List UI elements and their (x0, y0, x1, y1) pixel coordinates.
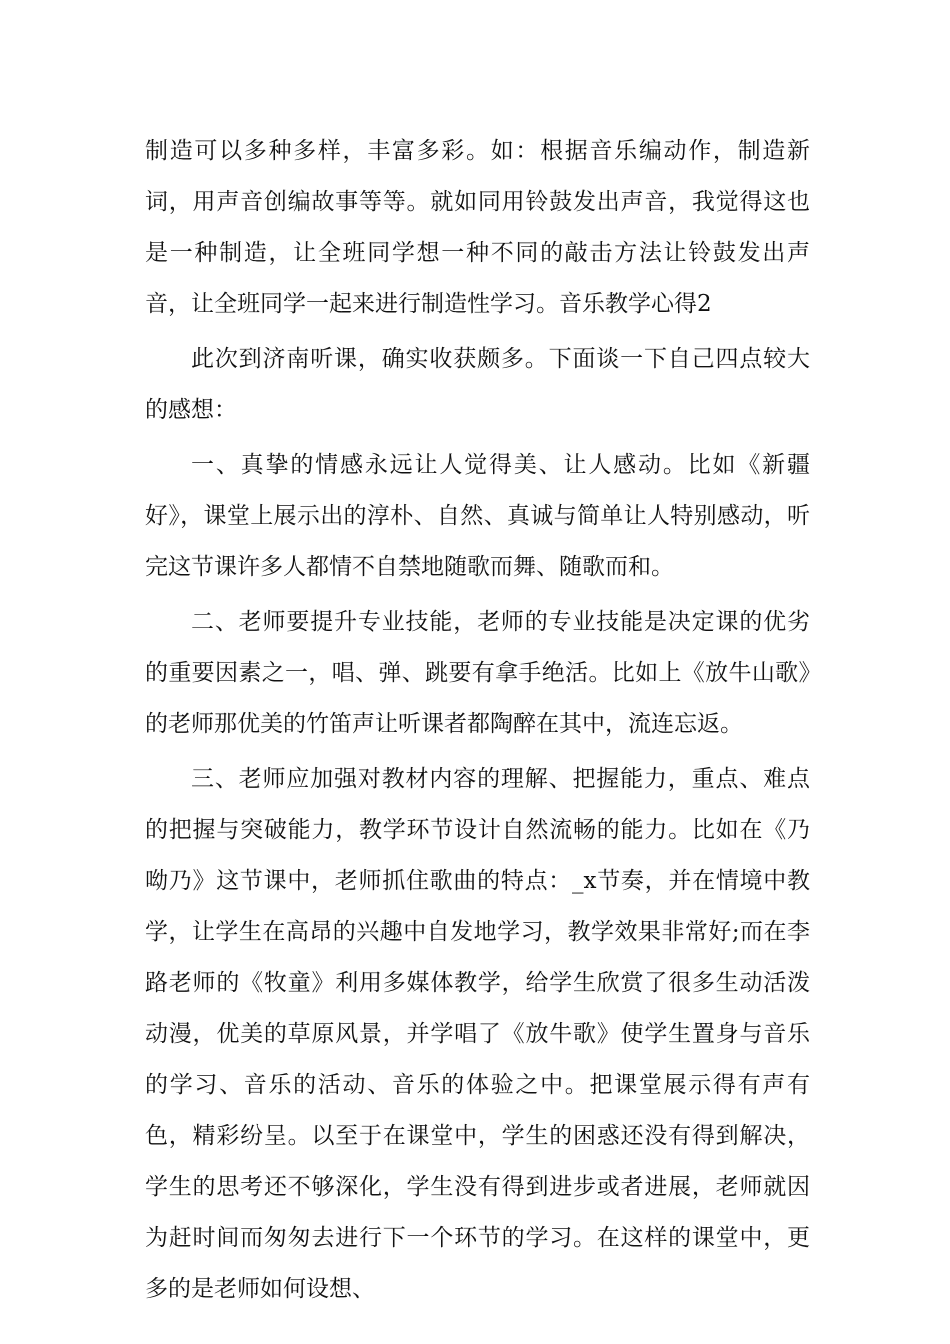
paragraph-point-one: 一、真挚的情感永远让人觉得美、让人感动。比如《新疆好》，课堂上展示出的淳朴、自然、真诚与简单让人特别感动，听完这节课许多人都情不自禁地随歌而舞、随歌而和。 (145, 452, 810, 580)
document-body (145, 126, 810, 1315)
paragraph-intro: 此次到济南听课，确实收获颇多。下面谈一下自己四点较大的感想： (145, 346, 810, 423)
paragraph-point-three: 三、老师应加强对教材内容的理解、把握能力，重点、难点的把握与突破能力，教学环节设计自然流畅的能力。比如在《乃呦乃》这节课中，老师抓住歌曲的特点：_x节奏，并在情境中教学，让学生在高昂的兴趣中自发地学习，教学效果非常好;而在李路老师的《牧童》利用多媒体教学，给学生欣赏了很多生动活泼动漫，优美的草原风景，并学唱了《放牛歌》使学生置身与音乐的学习、音乐的活动、音乐的体验之中。把课堂展示得有声有色，精彩纷呈。以至于在课堂中，学生的困惑还没有得到解决，学生的思考还不够深化，学生没有得到进步或者进展，老师就因为赶时间而匆匆去进行下一个环节的学习。在这样的课堂中，更多的是老师如何设想、 (145, 766, 810, 1302)
paragraph-point-two: 二、老师要提升专业技能，老师的专业技能是决定课的优劣的重要因素之一，唱、弹、跳要有拿手绝活。比如上《放牛山歌》的老师那优美的竹笛声让听课者都陶醉在其中，流连忘返。 (145, 609, 810, 737)
paragraph-continuation: 制造可以多种多样，丰富多彩。如：根据音乐编动作，制造新词，用声音创编故事等等。就如同用铃鼓发出声音，我觉得这也是一种制造，让全班同学想一种不同的敲击方法让铃鼓发出声音，让全班同学一起来进行制造性学习。音乐教学心得2 (145, 138, 810, 317)
